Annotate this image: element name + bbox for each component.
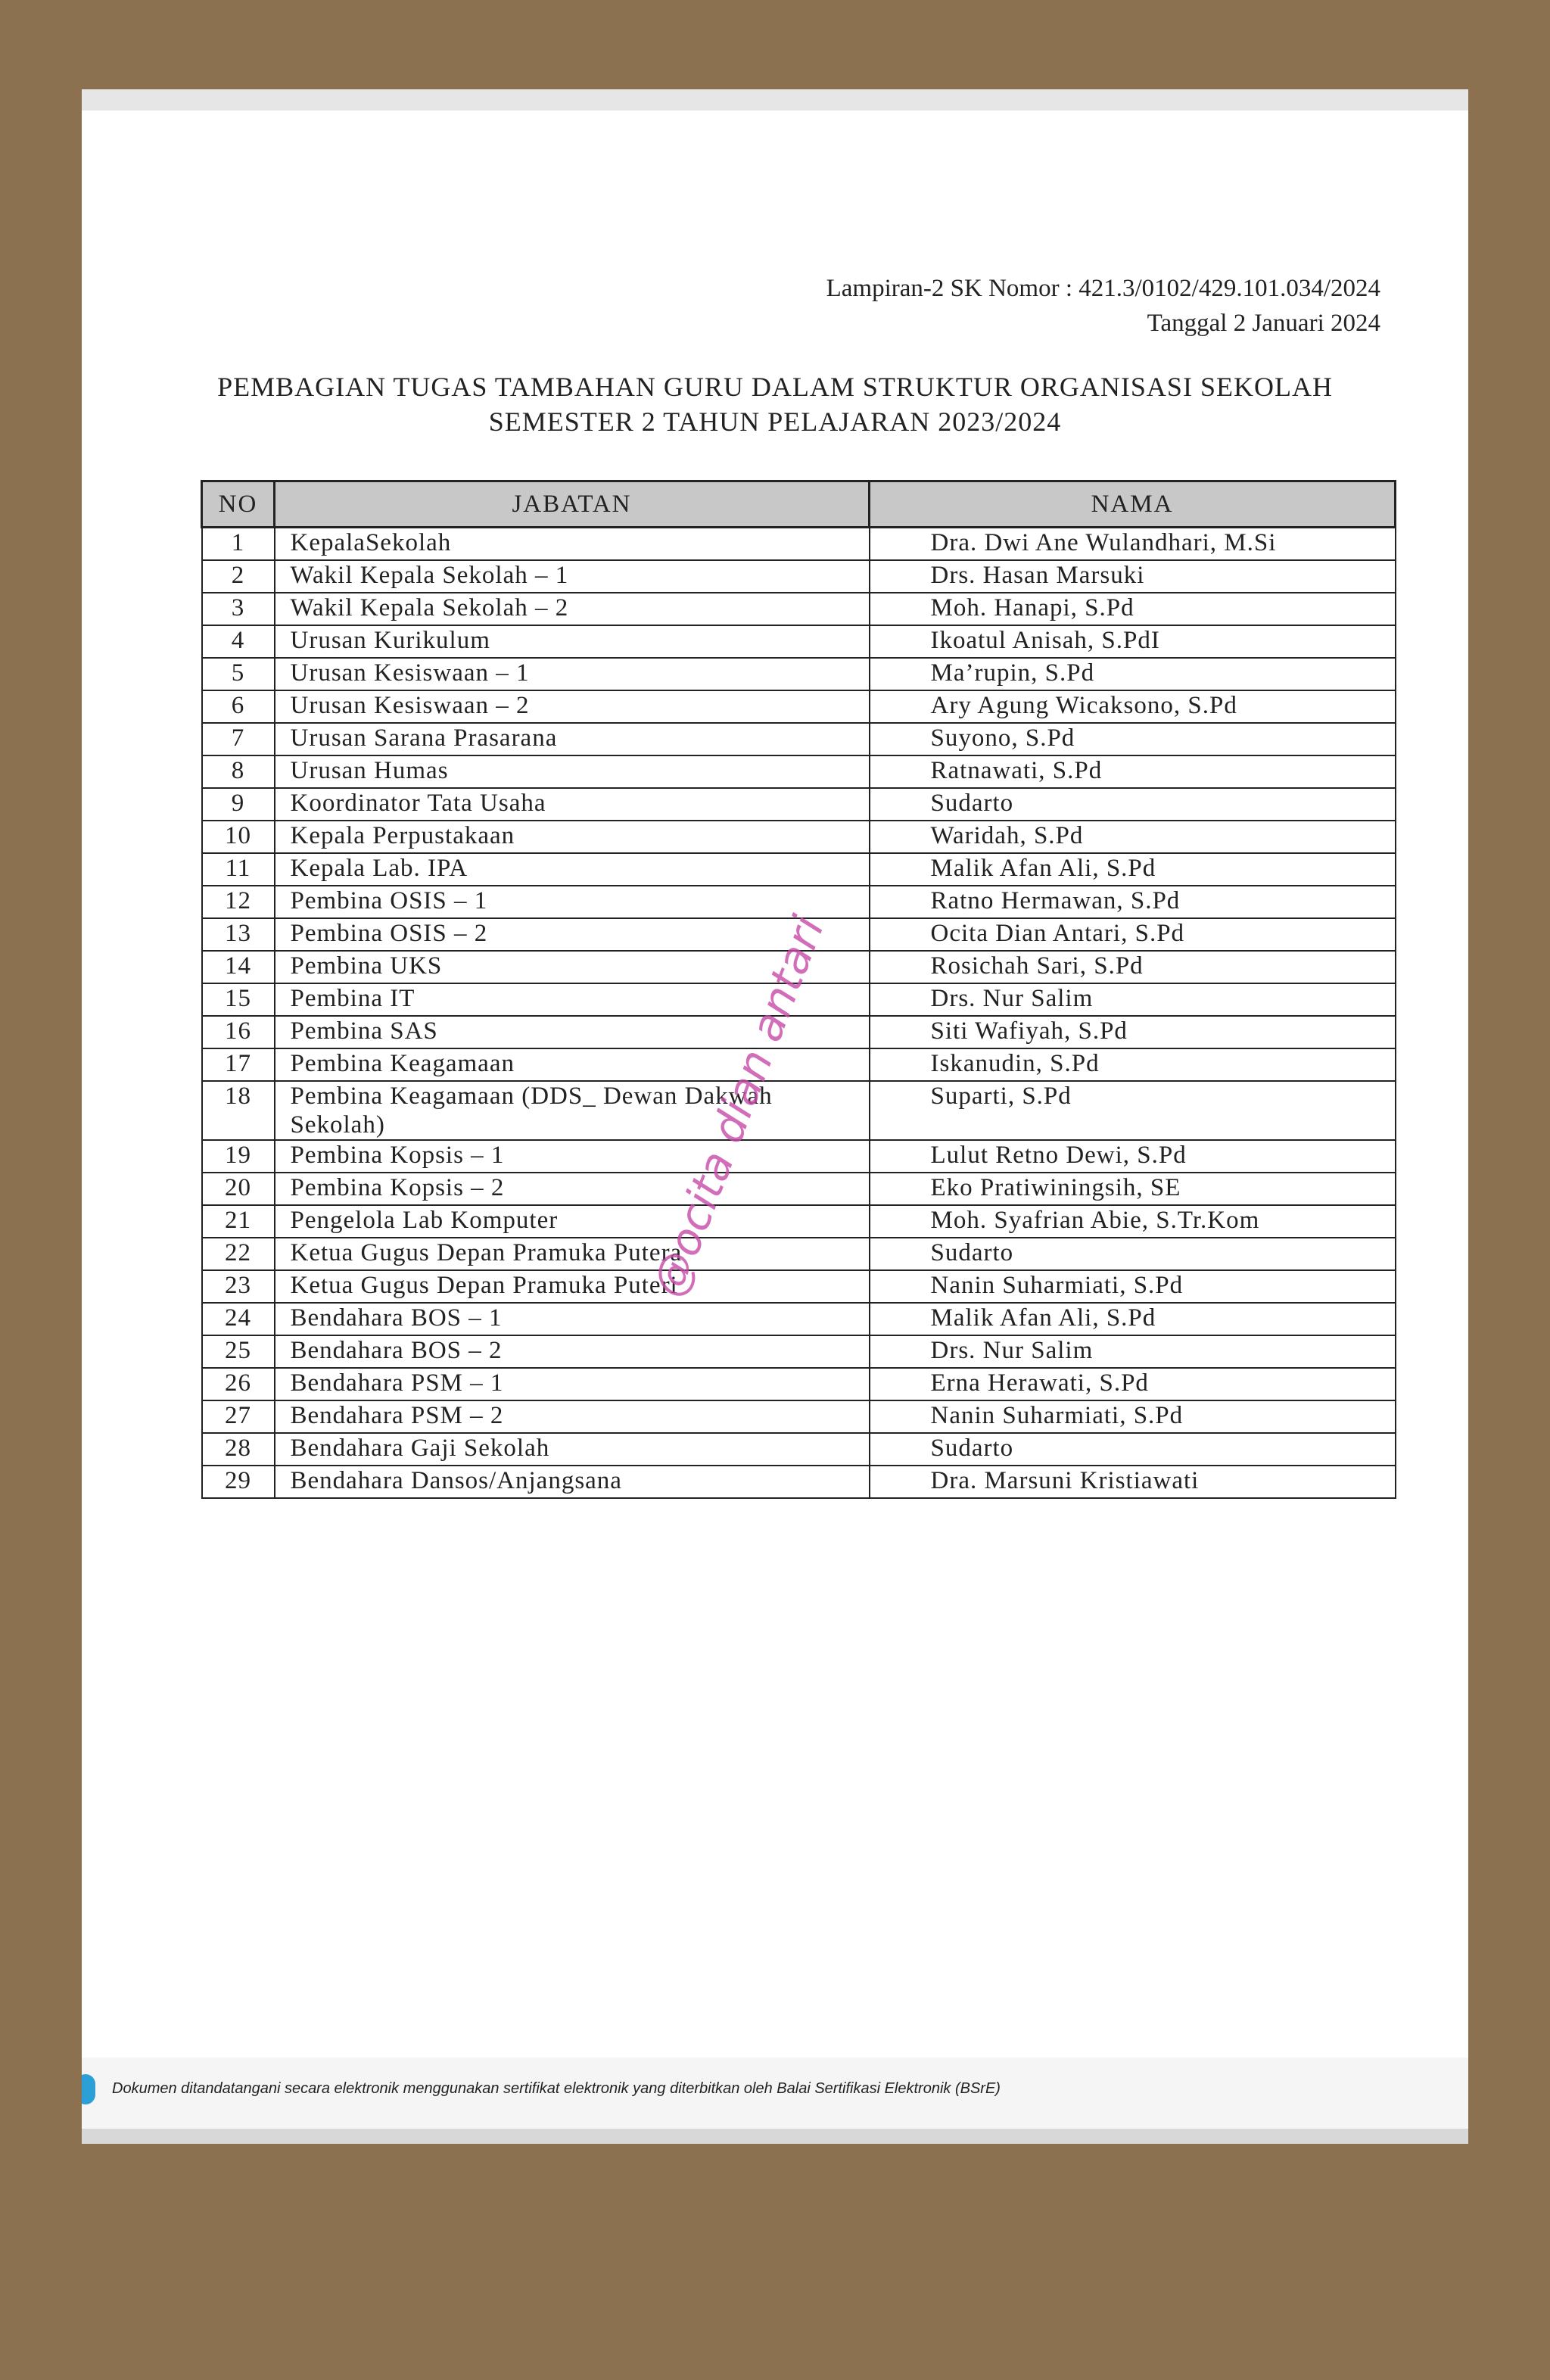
cell-nama: Nanin Suharmiati, S.Pd xyxy=(870,1270,1396,1303)
table-row xyxy=(202,821,1396,853)
cell-no: 12 xyxy=(202,886,275,918)
footer-text: Dokumen ditandatangani secara elektronik menggunakan sertifikat elektronik yang diterbitkan oleh Balai Sertifikasi Elektronik (BSrE) xyxy=(112,2080,1001,2097)
document-page xyxy=(82,89,1468,2144)
cell-jabatan: Pembina Keagamaan (DDS_ Dewan Dakwah Sekolah) xyxy=(275,1081,870,1140)
cell-no: 28 xyxy=(202,1433,275,1466)
cell-nama: Ratnawati, S.Pd xyxy=(870,755,1396,788)
table-row xyxy=(202,593,1396,625)
cell-no: 16 xyxy=(202,1016,275,1048)
table-row xyxy=(202,1433,1396,1466)
cell-no: 24 xyxy=(202,1303,275,1335)
cell-no: 17 xyxy=(202,1048,275,1081)
cell-jabatan: Ketua Gugus Depan Pramuka Puteri xyxy=(275,1270,870,1303)
document-title xyxy=(82,369,1468,439)
column-header-no: NO xyxy=(202,481,275,528)
cell-jabatan: Pengelola Lab Komputer xyxy=(275,1205,870,1238)
cell-nama: Ikoatul Anisah, S.PdI xyxy=(870,625,1396,658)
cell-nama: Waridah, S.Pd xyxy=(870,821,1396,853)
table-row xyxy=(202,1466,1396,1498)
table-row xyxy=(202,1303,1396,1335)
cell-jabatan: Urusan Sarana Prasarana xyxy=(275,723,870,755)
cell-jabatan: Koordinator Tata Usaha xyxy=(275,788,870,821)
page-top-edge xyxy=(82,89,1468,111)
cell-nama: Sudarto xyxy=(870,1238,1396,1270)
cell-no: 14 xyxy=(202,951,275,983)
cell-jabatan: Bendahara BOS – 2 xyxy=(275,1335,870,1368)
cell-no: 26 xyxy=(202,1368,275,1400)
cell-no: 9 xyxy=(202,788,275,821)
table-row xyxy=(202,1238,1396,1270)
cell-no: 1 xyxy=(202,528,275,561)
cell-nama: Suparti, S.Pd xyxy=(870,1081,1396,1140)
table-row xyxy=(202,560,1396,593)
cell-no: 27 xyxy=(202,1400,275,1433)
cell-no: 29 xyxy=(202,1466,275,1498)
cell-nama: Drs. Hasan Marsuki xyxy=(870,560,1396,593)
table-row xyxy=(202,625,1396,658)
reference-date: Tanggal 2 Januari 2024 xyxy=(1147,310,1380,337)
cell-jabatan: Kepala Lab. IPA xyxy=(275,853,870,886)
table-row xyxy=(202,1400,1396,1433)
e-signature-footer xyxy=(82,2058,1468,2129)
cell-jabatan: KepalaSekolah xyxy=(275,528,870,561)
cell-nama: Drs. Nur Salim xyxy=(870,1335,1396,1368)
table-row xyxy=(202,1140,1396,1173)
page-bottom-edge xyxy=(82,2129,1468,2144)
cell-nama: Iskanudin, S.Pd xyxy=(870,1048,1396,1081)
table-row xyxy=(202,1048,1396,1081)
cell-no: 19 xyxy=(202,1140,275,1173)
cell-no: 20 xyxy=(202,1173,275,1205)
watermark-text: @ocita dian antari xyxy=(642,908,835,1304)
cell-jabatan: Urusan Kurikulum xyxy=(275,625,870,658)
table-row xyxy=(202,528,1396,561)
table-row xyxy=(202,658,1396,690)
table-row xyxy=(202,1270,1396,1303)
cell-nama: Sudarto xyxy=(870,788,1396,821)
table-row xyxy=(202,853,1396,886)
cell-jabatan: Urusan Kesiswaan – 2 xyxy=(275,690,870,723)
cell-no: 2 xyxy=(202,560,275,593)
cell-nama: Ma’rupin, S.Pd xyxy=(870,658,1396,690)
cell-jabatan: Bendahara Dansos/Anjangsana xyxy=(275,1466,870,1498)
table-row xyxy=(202,1335,1396,1368)
cell-nama: Malik Afan Ali, S.Pd xyxy=(870,1303,1396,1335)
cell-jabatan: Pembina IT xyxy=(275,983,870,1016)
cell-jabatan: Pembina SAS xyxy=(275,1016,870,1048)
cell-no: 13 xyxy=(202,918,275,951)
table-row xyxy=(202,1081,1396,1140)
title-line-1: PEMBAGIAN TUGAS TAMBAHAN GURU DALAM STRUKTUR ORGANISASI SEKOLAH xyxy=(217,372,1333,402)
table-row xyxy=(202,690,1396,723)
cell-jabatan: Bendahara PSM – 1 xyxy=(275,1368,870,1400)
cell-jabatan: Kepala Perpustakaan xyxy=(275,821,870,853)
cell-nama: Ocita Dian Antari, S.Pd xyxy=(870,918,1396,951)
cell-nama: Moh. Syafrian Abie, S.Tr.Kom xyxy=(870,1205,1396,1238)
cell-no: 7 xyxy=(202,723,275,755)
cell-no: 8 xyxy=(202,755,275,788)
table-row xyxy=(202,1205,1396,1238)
cell-jabatan: Urusan Kesiswaan – 1 xyxy=(275,658,870,690)
cell-nama: Erna Herawati, S.Pd xyxy=(870,1368,1396,1400)
cell-nama: Drs. Nur Salim xyxy=(870,983,1396,1016)
table-row xyxy=(202,1368,1396,1400)
cell-nama: Suyono, S.Pd xyxy=(870,723,1396,755)
title-line-2: SEMESTER 2 TAHUN PELAJARAN 2023/2024 xyxy=(488,407,1062,437)
cell-no: 5 xyxy=(202,658,275,690)
bsre-logo-icon xyxy=(82,2074,95,2104)
table-row xyxy=(202,755,1396,788)
table-row xyxy=(202,788,1396,821)
table-row xyxy=(202,723,1396,755)
cell-nama: Ratno Hermawan, S.Pd xyxy=(870,886,1396,918)
cell-jabatan: Wakil Kepala Sekolah – 1 xyxy=(275,560,870,593)
cell-nama: Siti Wafiyah, S.Pd xyxy=(870,1016,1396,1048)
cell-nama: Ary Agung Wicaksono, S.Pd xyxy=(870,690,1396,723)
cell-jabatan: Bendahara BOS – 1 xyxy=(275,1303,870,1335)
cell-jabatan: Pembina Kopsis – 2 xyxy=(275,1173,870,1205)
cell-no: 3 xyxy=(202,593,275,625)
cell-nama: Moh. Hanapi, S.Pd xyxy=(870,593,1396,625)
reference-number: Lampiran-2 SK Nomor : 421.3/0102/429.101.034/2024 xyxy=(826,275,1380,302)
cell-jabatan: Pembina OSIS – 1 xyxy=(275,886,870,918)
cell-jabatan: Bendahara PSM – 2 xyxy=(275,1400,870,1433)
cell-no: 18 xyxy=(202,1081,275,1140)
table-header-row xyxy=(202,481,1396,528)
cell-nama: Rosichah Sari, S.Pd xyxy=(870,951,1396,983)
cell-no: 23 xyxy=(202,1270,275,1303)
cell-no: 11 xyxy=(202,853,275,886)
reference-block xyxy=(826,271,1380,341)
cell-nama: Dra. Marsuni Kristiawati xyxy=(870,1466,1396,1498)
cell-no: 10 xyxy=(202,821,275,853)
cell-nama: Sudarto xyxy=(870,1433,1396,1466)
cell-jabatan: Urusan Humas xyxy=(275,755,870,788)
cell-no: 21 xyxy=(202,1205,275,1238)
cell-jabatan: Pembina UKS xyxy=(275,951,870,983)
cell-jabatan: Wakil Kepala Sekolah – 2 xyxy=(275,593,870,625)
cell-jabatan: Pembina Keagamaan xyxy=(275,1048,870,1081)
column-header-nama: NAMA xyxy=(870,481,1396,528)
cell-jabatan: Ketua Gugus Depan Pramuka Putera xyxy=(275,1238,870,1270)
cell-jabatan: Pembina Kopsis – 1 xyxy=(275,1140,870,1173)
cell-nama: Eko Pratiwiningsih, SE xyxy=(870,1173,1396,1205)
cell-jabatan: Bendahara Gaji Sekolah xyxy=(275,1433,870,1466)
cell-no: 4 xyxy=(202,625,275,658)
column-header-jabatan: JABATAN xyxy=(275,481,870,528)
cell-nama: Dra. Dwi Ane Wulandhari, M.Si xyxy=(870,528,1396,561)
table-row xyxy=(202,1173,1396,1205)
cell-no: 22 xyxy=(202,1238,275,1270)
cell-nama: Lulut Retno Dewi, S.Pd xyxy=(870,1140,1396,1173)
cell-nama: Malik Afan Ali, S.Pd xyxy=(870,853,1396,886)
cell-no: 25 xyxy=(202,1335,275,1368)
cell-nama: Nanin Suharmiati, S.Pd xyxy=(870,1400,1396,1433)
cell-jabatan: Pembina OSIS – 2 xyxy=(275,918,870,951)
cell-no: 6 xyxy=(202,690,275,723)
cell-no: 15 xyxy=(202,983,275,1016)
